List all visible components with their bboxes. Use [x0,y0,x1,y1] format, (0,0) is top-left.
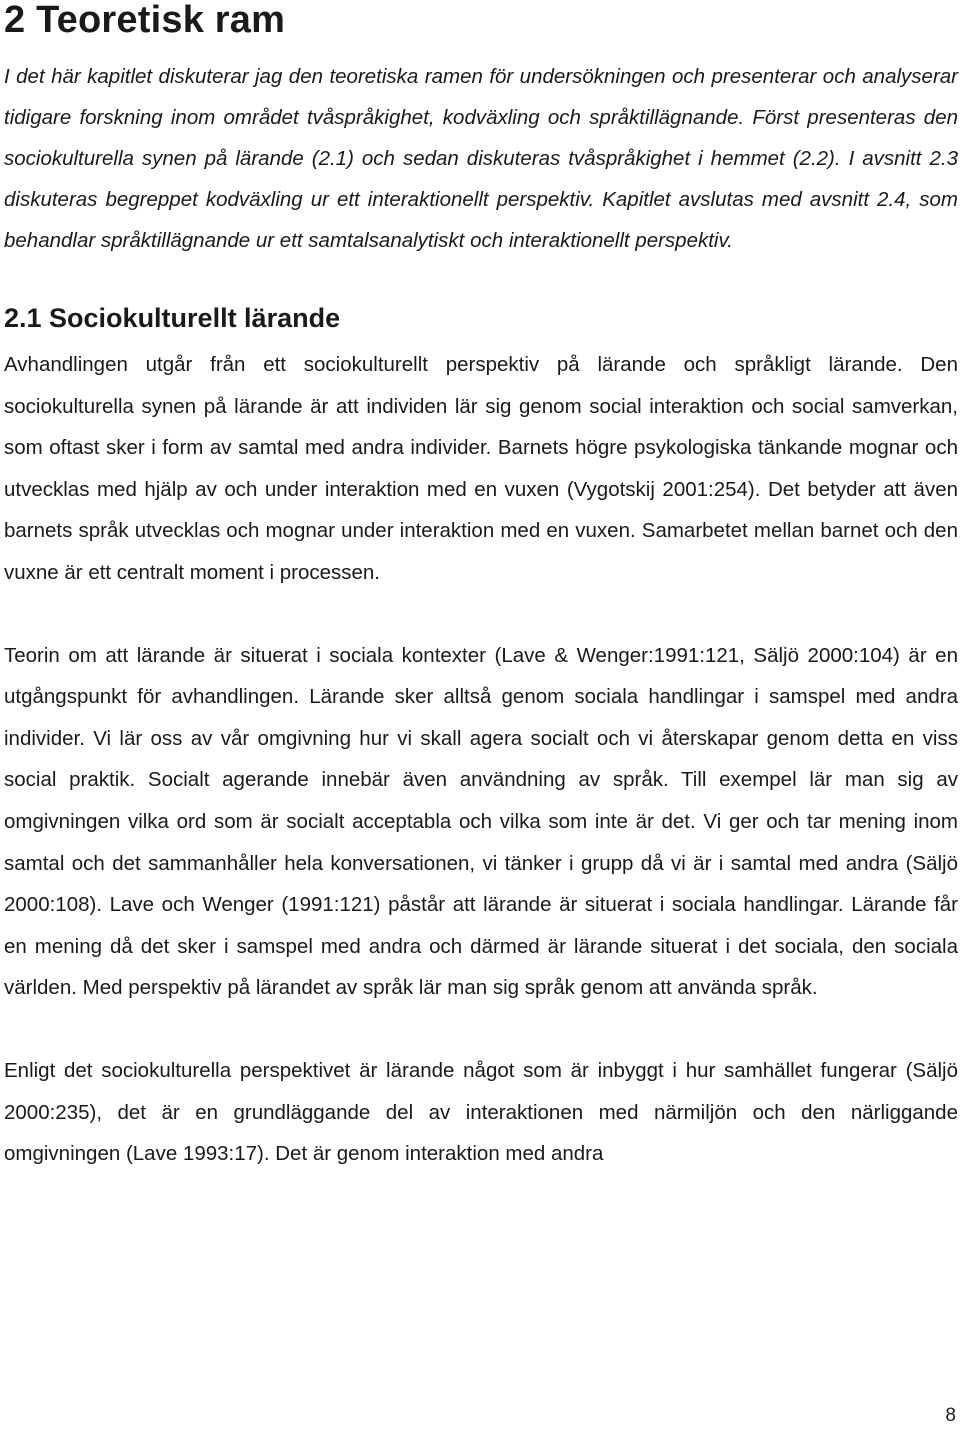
document-page [4,0,958,1175]
body-paragraph: Avhandlingen utgår från ett sociokulturellt perspektiv på lärande och språkligt lärande. Den sociokulturella synen på lärande är att individen lär sig genom social interaktion och social samverkan, som oftast sker i form av samtal med andra individer. Barnets högre psykologiska tänkande mognar och utvecklas med hjälp av och under interaktion med en vuxen (Vygotskij 2001:254). Det betyder att även barnets språk utvecklas och mognar under interaktion med en vuxen. Samarbetet mellan barnet och den vuxne är ett centralt moment i processen. [4,353,958,584]
section-title: 2.1 Sociokulturellt lärande [4,303,341,333]
body-paragraph: Enligt det sociokulturella perspektivet är lärande något som är inbyggt i hur samhället fungerar (Säljö 2000:235), det är en grundläggande del av interaktionen med närmiljön och den närliggande omgivningen (Lave 1993:17). Det är genom interaktion med andra [4,1058,958,1166]
body-paragraph: Teorin om att lärande är situerat i sociala kontexter (Lave & Wenger:1991:121, Säljö 2000:104) är en utgångspunkt för avhandlingen. Lärande sker alltså genom sociala handlingar i samspel med andra individer. Vi lär oss av vår omgivning hur vi skall agera socialt och vi återskapar genom detta en viss social praktik. Socialt agerande innebär även användning av språk. Till exempel lär man sig av omgivningen vilka ord som är socialt acceptabla och vilka som inte är det. Vi ger och tar mening inom samtal och det sammanhåller hela konversationen, vi tänker i grupp då vi är i samtal med andra (Säljö 2000:108). Lave och Wenger (1991:121) påstår att lärande är situerat i sociala handlingar. Lärande får en mening då det sker i samspel med andra och därmed är lärande situerat i det sociala, den sociala världen. Med perspektiv på lärandet av språk lär man sig språk genom att använda språk. [4,643,958,1000]
chapter-title: 2 Teoretisk ram [4,0,286,41]
page-number: 8 [945,1405,956,1426]
chapter-intro: I det här kapitlet diskuterar jag den teoretiska ramen för undersökningen och presenterar och analyserar tidigare forskning inom området tvåspråkighet, kodväxling och språktillägnande. Först presenteras den sociokulturella synen på lärande (2.1) och sedan diskuteras tvåspråkighet i hemmet (2.2). I avsnitt 2.3 diskuteras begreppet kodväxling ur ett interaktionellt perspektiv. Kapitlet avslutas med avsnitt 2.4, som behandlar språktillägnande ur ett samtalsanalytiskt och interaktionellt perspektiv. [4,65,958,252]
